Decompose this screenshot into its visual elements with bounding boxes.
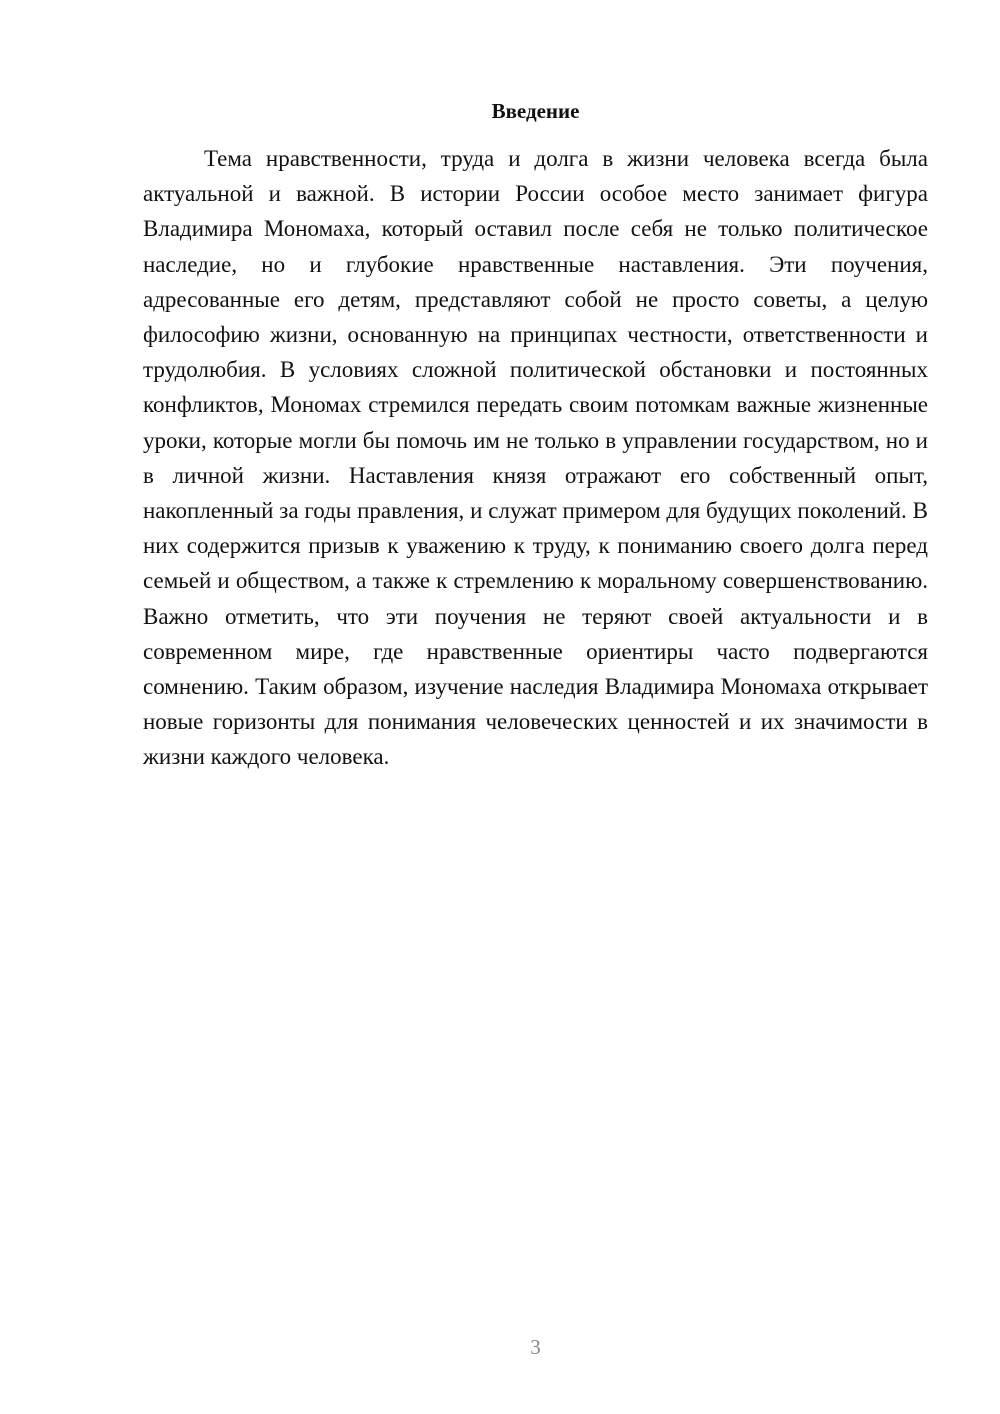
page-number: 3	[530, 1335, 541, 1359]
section-heading: Введение	[491, 99, 580, 123]
body-paragraph: Тема нравственности, труда и долга в жизни человека всегда была актуальной и важной. В истории России особое место занимает фигура Владимира Мономаха, который оставил после себя не только политическое наследие, но и глубокие нравственные наставления. Эти поучения, адресованные его детям, представляют собой не просто советы, а целую философию жизни, основанную на принципах честности, ответственности и трудолюбия. В условиях сложной политической обстановки и постоянных конфликтов, Мономах стремился передать своим потомкам важные жизненные уроки, которые могли бы помочь им не только в управлении государством, но и в личной жизни. Наставления князя отражают его собственный опыт, накопленный за годы правления, и служат примером для будущих поколений. В них содержится призыв к уважению к труду, к пониманию своего долга перед семьей и обществом, а также к стремлению к моральному совершенствованию. Важно отметить, что эти поучения не теряют своей актуальности и в современном мире, где нравственные ориентиры часто подвергаются сомнению. Таким образом, изучение наследия Владимира Мономаха открывает новые горизонты для понимания человеческих ценностей и их значимости в жизни каждого человека.	[143, 146, 928, 770]
